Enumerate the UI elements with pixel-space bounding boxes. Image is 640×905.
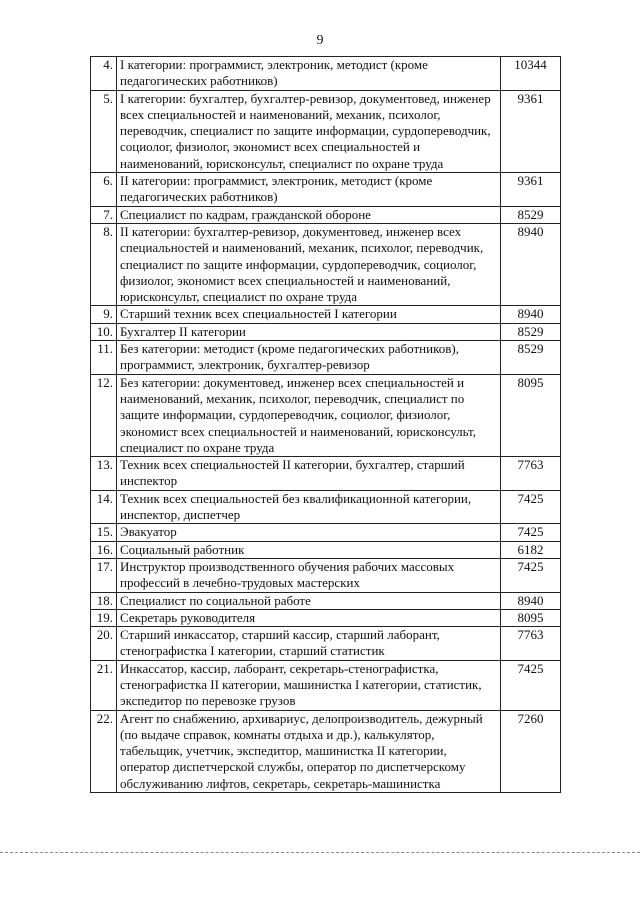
table-row xyxy=(91,206,561,223)
table-row xyxy=(91,541,561,558)
row-position: Без категории: методист (кроме педагогических работников), программист, электроник, бухгалтер-ревизор xyxy=(117,341,501,375)
row-number: 12. xyxy=(91,374,117,456)
row-position: I категории: программист, электроник, методист (кроме педагогических работников) xyxy=(117,57,501,91)
row-number: 4. xyxy=(91,57,117,91)
row-number: 10. xyxy=(91,323,117,340)
page-number: 9 xyxy=(316,33,324,48)
row-position: Инкассатор, кассир, лаборант, секретарь-стенографистка, стенографистка II категории, машинистка I категории, статистик, экспедитор по перевозке грузов xyxy=(117,660,501,710)
row-number: 8. xyxy=(91,223,117,305)
row-salary: 8940 xyxy=(501,592,561,609)
row-number: 18. xyxy=(91,592,117,609)
table-row xyxy=(91,223,561,305)
row-position: Агент по снабжению, архивариус, делопроизводитель, дежурный (по выдаче справок, комнаты отдыха и др.), калькулятор, табельщик, учетчик, экспедитор, машинистка II категории, оператор диспетчерской службы, оператор по диспетчерскому обслуживанию лифтов, секретарь, секретарь-машинистка xyxy=(117,710,501,792)
row-salary: 8095 xyxy=(501,374,561,456)
row-salary: 8940 xyxy=(501,306,561,323)
table-row xyxy=(91,457,561,491)
row-position: I категории: бухгалтер, бухгалтер-ревизор, документовед, инженер всех специальностей и наименований, механик, психолог, переводчик, специалист по защите информации, сурдопереводчик, социолог, физиолог, экономист всех специальностей и наименований, юрисконсульт, специалист по охране труда xyxy=(117,90,501,172)
row-number: 15. xyxy=(91,524,117,541)
row-number: 22. xyxy=(91,710,117,792)
row-number: 16. xyxy=(91,541,117,558)
row-salary: 9361 xyxy=(501,90,561,172)
row-position: Без категории: документовед, инженер всех специальностей и наименований, механик, психолог, переводчик, специалист по защите информации, сурдопереводчик, социолог, физиолог, экономист всех специальностей и наименований, юрисконсульт, специалист по охране труда xyxy=(117,374,501,456)
table-row xyxy=(91,592,561,609)
table-row xyxy=(91,374,561,456)
row-position: II категории: программист, электроник, методист (кроме педагогических работников) xyxy=(117,173,501,207)
table-row xyxy=(91,490,561,524)
row-number: 11. xyxy=(91,341,117,375)
row-salary: 8940 xyxy=(501,223,561,305)
row-position: Старший инкассатор, старший кассир, старший лаборант, стенографистка I категории, старший статистик xyxy=(117,627,501,661)
row-position: Старший техник всех специальностей I категории xyxy=(117,306,501,323)
row-position: Секретарь руководителя xyxy=(117,609,501,626)
row-salary: 8095 xyxy=(501,609,561,626)
row-number: 13. xyxy=(91,457,117,491)
table-row xyxy=(91,341,561,375)
row-number: 19. xyxy=(91,609,117,626)
row-salary: 8529 xyxy=(501,206,561,223)
row-number: 14. xyxy=(91,490,117,524)
table-row xyxy=(91,660,561,710)
row-position: Техник всех специальностей без квалификационной категории, инспектор, диспетчер xyxy=(117,490,501,524)
row-position: Эвакуатор xyxy=(117,524,501,541)
table-row xyxy=(91,627,561,661)
row-position: Специалист по кадрам, гражданской обороне xyxy=(117,206,501,223)
salary-table xyxy=(90,56,561,793)
row-position: Бухгалтер II категории xyxy=(117,323,501,340)
row-salary: 7425 xyxy=(501,558,561,592)
table-row xyxy=(91,57,561,91)
row-number: 9. xyxy=(91,306,117,323)
table-row xyxy=(91,558,561,592)
row-position: Инструктор производственного обучения рабочих массовых профессий в лечебно-трудовых мастерских xyxy=(117,558,501,592)
row-number: 21. xyxy=(91,660,117,710)
row-number: 6. xyxy=(91,173,117,207)
row-position: Социальный работник xyxy=(117,541,501,558)
table-row xyxy=(91,710,561,792)
row-salary: 10344 xyxy=(501,57,561,91)
table-row xyxy=(91,524,561,541)
row-salary: 8529 xyxy=(501,323,561,340)
row-salary: 7763 xyxy=(501,457,561,491)
row-number: 5. xyxy=(91,90,117,172)
row-salary: 7425 xyxy=(501,660,561,710)
table-row xyxy=(91,306,561,323)
row-salary: 8529 xyxy=(501,341,561,375)
row-salary: 7763 xyxy=(501,627,561,661)
table-body xyxy=(91,57,561,793)
row-position: Техник всех специальностей II категории, бухгалтер, старший инспектор xyxy=(117,457,501,491)
row-position: Специалист по социальной работе xyxy=(117,592,501,609)
row-salary: 9361 xyxy=(501,173,561,207)
table-row xyxy=(91,90,561,172)
page-bottom-divider xyxy=(0,852,640,853)
row-number: 7. xyxy=(91,206,117,223)
table-row xyxy=(91,323,561,340)
row-number: 17. xyxy=(91,558,117,592)
row-salary: 7425 xyxy=(501,490,561,524)
row-salary: 7425 xyxy=(501,524,561,541)
row-number: 20. xyxy=(91,627,117,661)
table-row xyxy=(91,173,561,207)
row-position: II категории: бухгалтер-ревизор, документовед, инженер всех специальностей и наименований, механик, психолог, переводчик, специалист по защите информации, сурдопереводчик, социолог, физиолог, экономист всех специальностей и наименований, юрисконсульт, специалист по охране труда xyxy=(117,223,501,305)
row-salary: 6182 xyxy=(501,541,561,558)
row-salary: 7260 xyxy=(501,710,561,792)
table-row xyxy=(91,609,561,626)
